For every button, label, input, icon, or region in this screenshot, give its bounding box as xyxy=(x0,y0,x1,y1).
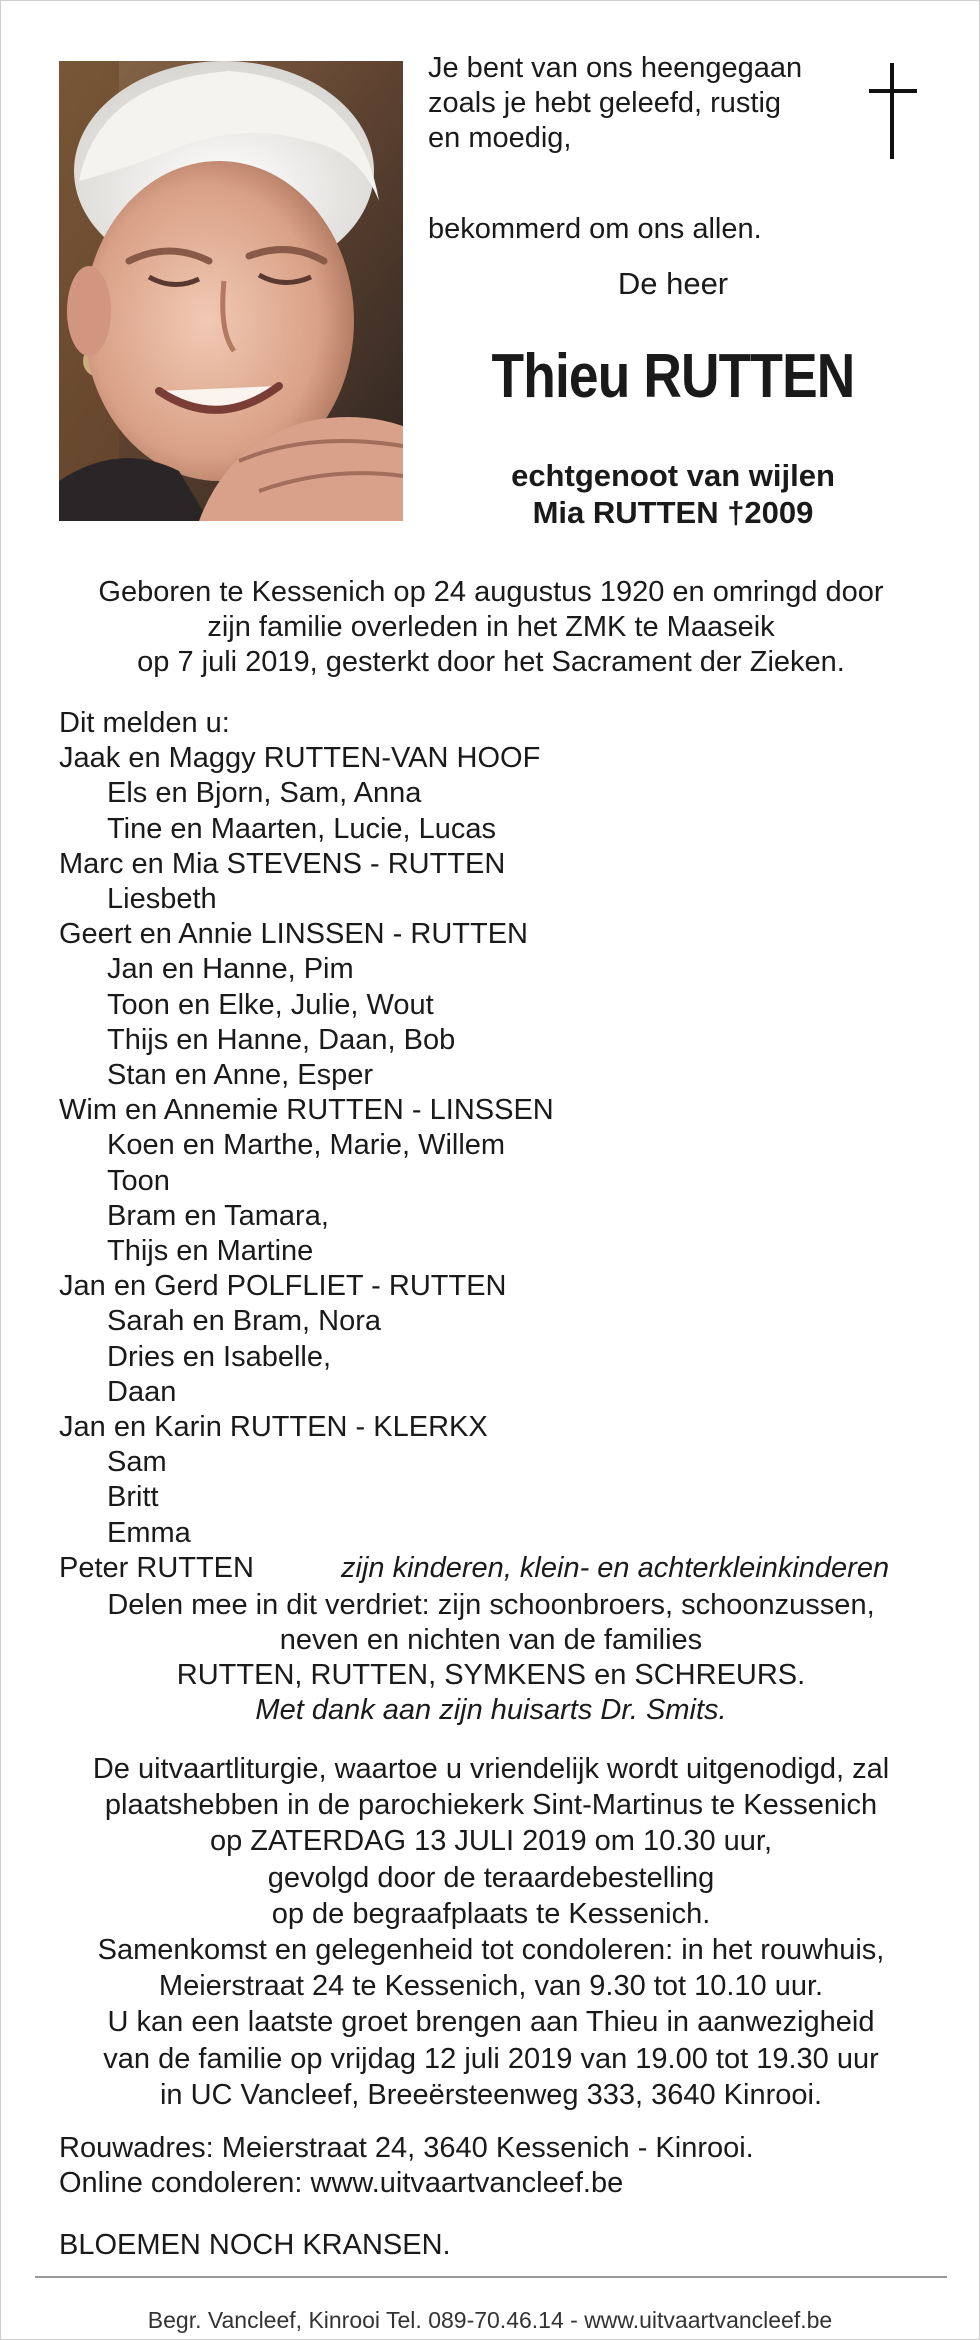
family-list xyxy=(59,706,959,1586)
family-line: Jan en Gerd POLFLIET - RUTTEN xyxy=(59,1270,507,1303)
family-line: Stan en Anne, Esper xyxy=(107,1059,374,1092)
funeral-line: van de familie op vrijdag 12 juli 2019 van 19.00 tot 19.30 uur xyxy=(103,2042,879,2075)
poem-line: bekommerd om ons allen. xyxy=(428,213,762,245)
family-line: Wim en Annemie RUTTEN - LINSSEN xyxy=(59,1094,554,1127)
funeral-line: in UC Vancleef, Breeërsteenweg 333, 3640 Kinrooi. xyxy=(159,2078,823,2111)
family-line: Els en Bjorn, Sam, Anna xyxy=(107,777,422,810)
birth-death-info xyxy=(41,575,941,680)
cross-icon xyxy=(863,61,923,161)
family-line: Thijs en Hanne, Daan, Bob xyxy=(107,1023,456,1056)
family-summary: zijn kinderen, klein- en achterkleinkinderen xyxy=(341,1551,890,1584)
footer-divider xyxy=(35,2276,947,2278)
footer-credit: Begr. Vancleef, Kinrooi Tel. 089-70.46.14 - www.uitvaartvancleef.be xyxy=(147,2307,833,2333)
funeral-line: U kan een laatste groet brengen aan Thieu in aanwezigheid xyxy=(107,2006,875,2039)
share-line: neven en nichten van de families xyxy=(279,1624,703,1656)
poem-line: Je bent van ons heengegaan xyxy=(428,52,803,84)
family-intro: Dit melden u: xyxy=(59,707,230,739)
family-line: Toon en Elke, Julie, Wout xyxy=(107,988,434,1021)
family-line: Britt xyxy=(107,1481,159,1514)
family-line: Geert en Annie LINSSEN - RUTTEN xyxy=(59,918,528,951)
born-line: zijn familie overleden in het ZMK te Maaseik xyxy=(207,611,775,643)
family-line: Marc en Mia STEVENS - RUTTEN xyxy=(59,847,506,880)
born-line: Geboren te Kessenich op 24 augustus 1920 en omringd door xyxy=(98,576,884,608)
portrait-photo xyxy=(59,61,403,521)
family-line: Bram en Tamara, xyxy=(107,1199,329,1232)
flowers-note: BLOEMEN NOCH KRANSEN. xyxy=(59,2229,451,2261)
funeral-info xyxy=(41,1751,941,2113)
family-line: Sam xyxy=(107,1446,167,1479)
family-last-name: Peter RUTTEN xyxy=(59,1551,254,1584)
share-line: Delen mee in dit verdriet: zijn schoonbroers, schoonzussen, xyxy=(107,1589,875,1621)
spouse-line: echtgenoot van wijlen xyxy=(511,458,835,493)
funeral-line: Samenkomst en gelegenheid tot condoleren: in het rouwhuis, xyxy=(97,1934,885,1967)
spouse-info xyxy=(411,457,935,531)
poem-line: en moedig, xyxy=(428,122,572,154)
share-line: RUTTEN, RUTTEN, SYMKENS en SCHREURS. xyxy=(176,1659,806,1691)
funeral-line: gevolgd door de teraardebestelling xyxy=(267,1861,715,1894)
address-block xyxy=(59,2131,754,2201)
online-condolence: Online condoleren: www.uitvaartvancleef.be xyxy=(59,2167,624,2199)
family-line: Jan en Hanne, Pim xyxy=(107,953,354,986)
family-line: Dries en Isabelle, xyxy=(107,1340,332,1373)
funeral-line: Meierstraat 24 te Kessenich, van 9.30 tot 10.10 uur. xyxy=(158,1970,824,2003)
funeral-line: De uitvaartliturgie, waartoe u vriendelijk wordt uitgenodigd, zal xyxy=(92,1753,890,1785)
family-line: Jan en Karin RUTTEN - KLERKX xyxy=(59,1411,488,1444)
condolence-share xyxy=(41,1588,941,1728)
funeral-line: plaatshebben in de parochiekerk Sint-Martinus te Kessenich xyxy=(104,1789,878,1822)
born-line: op 7 juli 2019, gesterkt door het Sacrament der Zieken. xyxy=(137,646,845,678)
family-line: Liesbeth xyxy=(107,883,217,916)
family-line: Daan xyxy=(107,1375,177,1408)
deceased-name: Thieu RUTTEN xyxy=(491,342,855,411)
title-prefix: De heer xyxy=(617,266,729,301)
family-line: Emma xyxy=(107,1516,191,1549)
poem-line: zoals je hebt geleefd, rustig xyxy=(428,87,782,119)
family-line: Jaak en Maggy RUTTEN-VAN HOOF xyxy=(59,742,541,775)
family-line: Sarah en Bram, Nora xyxy=(107,1305,382,1338)
family-line: Thijs en Martine xyxy=(107,1235,314,1268)
funeral-line: op de begraafplaats te Kessenich. xyxy=(271,1897,711,1930)
family-line-last xyxy=(59,1551,959,1586)
portrait-image xyxy=(59,61,403,521)
family-line: Koen en Marthe, Marie, Willem xyxy=(107,1129,506,1162)
mourning-address: Rouwadres: Meierstraat 24, 3640 Kessenich - Kinrooi. xyxy=(59,2132,754,2164)
thanks-line: Met dank aan zijn huisarts Dr. Smits. xyxy=(255,1694,727,1726)
spouse-line: Mia RUTTEN †2009 xyxy=(532,495,814,530)
funeral-line: op ZATERDAG 13 JULI 2019 om 10.30 uur, xyxy=(209,1825,773,1858)
poem xyxy=(428,51,802,247)
family-line: Tine en Maarten, Lucie, Lucas xyxy=(107,812,497,845)
family-line: Toon xyxy=(107,1164,170,1197)
